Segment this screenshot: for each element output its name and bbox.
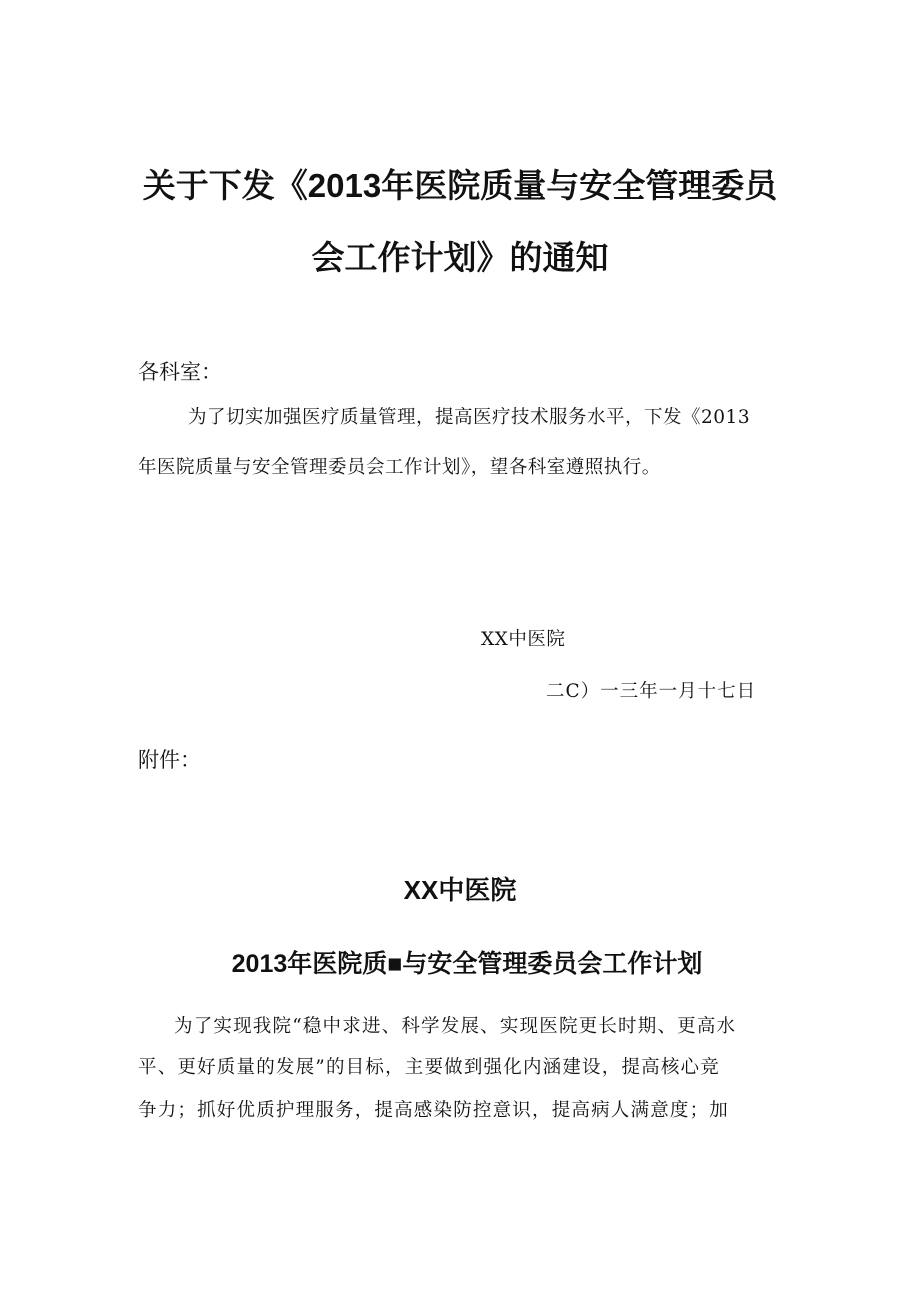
- notice-paragraph-line-1: 为了切实加强医疗质量管理，提高医疗技术服务水平，下发《2013: [188, 407, 751, 428]
- signature-organization: XX中医院: [481, 629, 566, 650]
- salutation: 各科室：: [138, 361, 222, 384]
- attachment-organization: XX中医院: [403, 875, 517, 905]
- signature-date: 二C）一三年一月十七日: [546, 681, 757, 702]
- attachment-title: 2013年医院质■与安全管理委员会工作计划: [231, 950, 703, 978]
- notice-title-line-1: 关于下发《2013年医院质量与安全管理委员: [142, 167, 778, 204]
- attachment-paragraph-line-1: 为了实现我院“稳中求进、科学发展、实现医院更长时期、更高水: [174, 1016, 737, 1037]
- notice-paragraph-line-2: 年医院质量与安全管理委员会工作计划》，望各科室遵照执行。: [138, 457, 661, 478]
- attachment-label: 附件：: [138, 749, 201, 772]
- attachment-paragraph-line-2: 平、更好质量的发展”的目标，主要做到强化内涵建设，提高核心竞: [138, 1057, 720, 1078]
- attachment-paragraph-line-3: 争力；抓好优质护理服务，提高感染防控意识，提高病人满意度；加: [138, 1100, 730, 1121]
- notice-title-line-2: 会工作计划》的通知: [311, 239, 609, 276]
